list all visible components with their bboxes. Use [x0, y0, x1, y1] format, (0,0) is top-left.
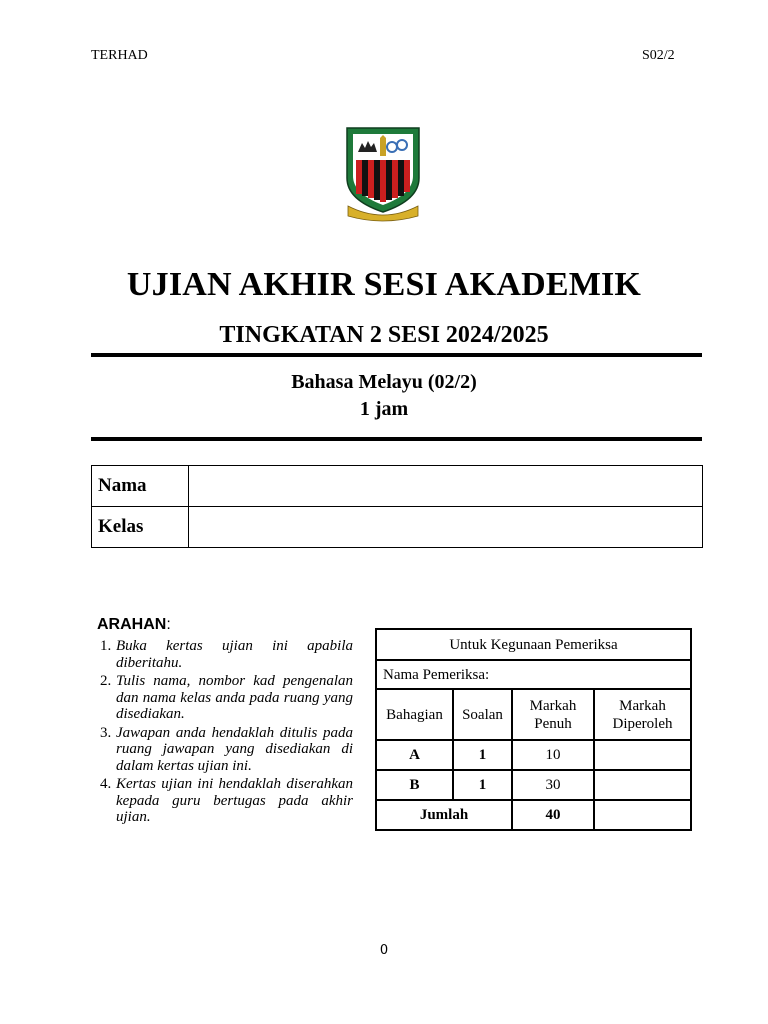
header-restriction: TERHAD [91, 48, 148, 63]
examiner-table-title: Untuk Kegunaan Pemeriksa [376, 629, 691, 660]
col-header-obtained-mark: Markah Diperoleh [594, 689, 691, 740]
full-mark-cell: 10 [512, 740, 594, 770]
table-row [376, 770, 691, 800]
header-code: S02/2 [642, 48, 675, 63]
name-label: Nama [92, 466, 189, 507]
instruction-item: 1. Buka kertas ujian ini apabila diberitahu. [100, 638, 353, 671]
examiner-name-label: Nama Pemeriksa: [376, 660, 691, 689]
section-cell: B [376, 770, 453, 800]
instructions-title: ARAHAN: [97, 616, 171, 633]
total-label: Jumlah [376, 800, 512, 830]
name-field[interactable] [189, 466, 703, 507]
instructions [97, 616, 353, 828]
question-cell: 1 [453, 740, 512, 770]
student-info-table [91, 465, 703, 548]
total-obtained-mark[interactable] [594, 800, 691, 830]
divider-bottom [91, 437, 702, 441]
examiner-table [375, 628, 692, 831]
class-label: Kelas [92, 507, 189, 548]
class-row [92, 507, 703, 548]
full-mark-cell: 30 [512, 770, 594, 800]
instruction-item: 4. Kertas ujian ini hendaklah diserahkan kepada guru bertugas pada akhir ujian. [100, 776, 353, 825]
exam-duration: 1 jam [359, 398, 409, 420]
class-field[interactable] [189, 507, 703, 548]
col-header-section: Bahagian [376, 689, 453, 740]
school-crest-logo [344, 126, 422, 222]
instructions-list [97, 638, 353, 826]
exam-subtitle: TINGKATAN 2 SESI 2024/2025 [219, 322, 549, 348]
obtained-mark-cell[interactable] [594, 740, 691, 770]
total-row [376, 800, 691, 830]
exam-title: UJIAN AKHIR SESI AKADEMIK [126, 266, 642, 303]
name-row [92, 466, 703, 507]
instruction-item: 2. Tulis nama, nombor kad pengenalan dan nama kelas anda pada ruang yang disediakan. [100, 673, 353, 722]
section-cell: A [376, 740, 453, 770]
col-header-question: Soalan [453, 689, 512, 740]
page-number: 0 [379, 943, 389, 958]
total-full-mark: 40 [512, 800, 594, 830]
instruction-item: 3. Jawapan anda hendaklah ditulis pada ruang jawapan yang disediakan di dalam kertas ujian ini. [100, 724, 353, 774]
divider-top [91, 353, 702, 357]
obtained-mark-cell[interactable] [594, 770, 691, 800]
table-row [376, 740, 691, 770]
question-cell: 1 [453, 770, 512, 800]
col-header-full-mark: Markah Penuh [512, 689, 594, 740]
subject-name: Bahasa Melayu (02/2) [291, 371, 477, 393]
